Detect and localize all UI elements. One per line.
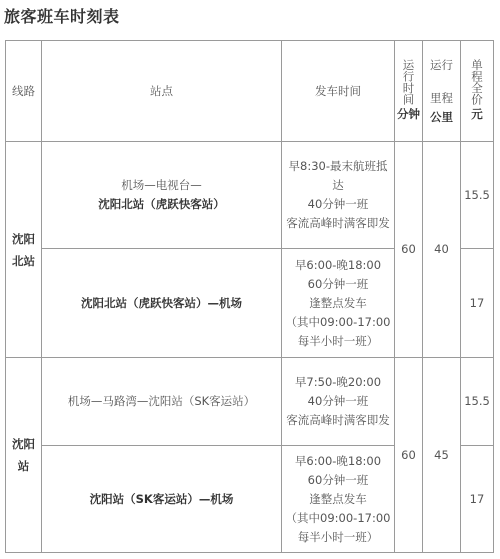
price-cell: 15.5 (461, 358, 494, 446)
stops-cell (42, 446, 282, 553)
header-mileage-sub: 里程 (430, 90, 453, 105)
header-price (461, 41, 494, 142)
schedule-table (5, 40, 494, 553)
header-run-time-label: 运行时间 (401, 58, 416, 105)
departure-frequency: 40分钟一班 (307, 394, 369, 408)
header-row (6, 41, 494, 142)
line-name-cell (6, 358, 42, 553)
header-mileage (423, 41, 461, 142)
header-run-time-unit: 分钟 (397, 106, 420, 121)
run-time-cell: 60 (395, 358, 423, 553)
departure-frequency: 60分钟一班 (307, 472, 369, 487)
departure-time: 早6:00-晚18:00 (294, 257, 382, 272)
line-name: 沈阳站 (12, 437, 35, 473)
departure-cell (282, 358, 395, 446)
mileage-cell: 40 (423, 142, 461, 358)
stops-cell (42, 358, 282, 446)
departure-extra: （其中09:00-17:00每半小时一班） (285, 510, 391, 544)
price-cell: 15.5 (461, 142, 494, 249)
table-row (6, 142, 494, 249)
header-mileage-unit: 公里 (430, 109, 453, 124)
price-cell: 17 (461, 446, 494, 553)
page-title: 旅客班车时刻表 (4, 7, 120, 26)
stops-text: 机场—马路湾—沈阳站（SK客运站） (67, 394, 256, 408)
departure-time: 早8:30-最末航班抵达 (288, 159, 388, 192)
line-name-cell (6, 142, 42, 358)
stops-text: 机场—电视台— (121, 178, 202, 192)
departure-note: 逢整点发车 (309, 491, 367, 506)
header-mileage-label: 运行 (430, 57, 453, 72)
header-run-time (395, 41, 423, 142)
header-departure: 发车时间 (282, 41, 395, 142)
stops-text-bold: 沈阳站（SK客运站）—机场 (89, 491, 234, 506)
header-stops: 站点 (42, 41, 282, 142)
table-row (6, 358, 494, 446)
stops-text-bold: 沈阳北站（虎跃快客站）—机场 (81, 295, 242, 310)
header-price-label: 单程全价 (470, 58, 484, 105)
run-time-cell: 60 (395, 142, 423, 358)
stops-text-bold: 沈阳北站（虎跃快客站） (98, 197, 225, 211)
departure-note: 客流高峰时满客即发 (286, 413, 390, 427)
line-name: 沈阳北站 (12, 231, 35, 268)
departure-time: 早6:00-晚18:00 (294, 453, 382, 468)
departure-note: 逢整点发车 (309, 295, 367, 310)
departure-frequency: 60分钟一班 (307, 276, 369, 291)
stops-cell (42, 249, 282, 358)
departure-cell (282, 249, 395, 358)
departure-cell (282, 446, 395, 553)
departure-frequency: 40分钟一班 (307, 197, 369, 211)
price-cell: 17 (461, 249, 494, 358)
stops-cell (42, 142, 282, 249)
departure-note: 客流高峰时满客即发 (286, 216, 390, 230)
departure-cell (282, 142, 395, 249)
departure-extra: （其中09:00-17:00每半小时一班） (285, 314, 391, 348)
header-line: 线路 (6, 41, 42, 142)
departure-time: 早7:50-晚20:00 (294, 375, 382, 389)
header-price-unit: 元 (471, 106, 483, 121)
mileage-cell: 45 (423, 358, 461, 553)
